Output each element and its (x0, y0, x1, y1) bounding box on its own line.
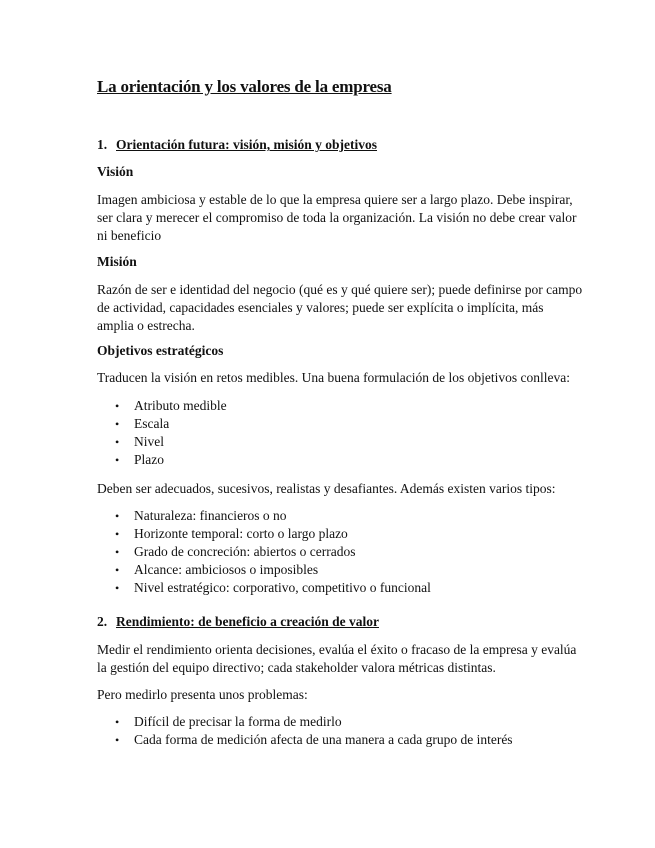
vision-line: ni beneficio (97, 228, 162, 243)
bullet-icon: • (115, 563, 120, 577)
objetivos-intro-2 (97, 480, 567, 498)
document-title: La orientación y los valores de la empresa (97, 77, 392, 96)
list-item (115, 561, 431, 579)
mision-line: amplia o estrecha. (97, 318, 195, 333)
list-item-text: Difícil de precisar la forma de medirlo (134, 714, 342, 729)
objetivos-list (115, 397, 227, 469)
objetivos-heading: Objetivos estratégicos (97, 343, 224, 358)
bullet-icon: • (115, 715, 120, 729)
mision-line: de actividad, capacidades esenciales y valores; puede ser explícita o implícita, más (97, 300, 544, 315)
bullet-icon: • (115, 417, 120, 431)
problemas-intro (97, 686, 567, 704)
list-item (115, 433, 227, 451)
vision-paragraph (97, 191, 577, 245)
bullet-icon: • (115, 399, 120, 413)
problemas-intro-text: Pero medirlo presenta unos problemas: (97, 687, 308, 702)
list-item-text: Nivel estratégico: corporativo, competitivo o funcional (134, 580, 431, 595)
list-item (115, 731, 513, 749)
mision-heading: Misión (97, 254, 137, 269)
list-item-text: Naturaleza: financieros o no (134, 508, 287, 523)
section-1-number: 1. (97, 137, 108, 152)
list-item-text: Plazo (134, 452, 164, 467)
list-item-text: Grado de concreción: abiertos o cerrados (134, 544, 356, 559)
vision-line: Imagen ambiciosa y estable de lo que la empresa quiere ser a largo plazo. Debe inspirar, (97, 192, 573, 207)
bullet-icon: • (115, 509, 120, 523)
list-item (115, 579, 431, 597)
section-1-title: Orientación futura: visión, misión y objetivos (116, 137, 378, 152)
mision-paragraph (97, 281, 583, 335)
mision-line: Razón de ser e identidad del negocio (qué es y qué quiere ser); puede definirse por campo (97, 282, 583, 297)
rendimiento-line: la gestión del equipo directivo; cada stakeholder valora métricas distintas. (97, 660, 496, 675)
rendimiento-line: Medir el rendimiento orienta decisiones, evalúa el éxito o fracaso de la empresa y evalúa (97, 642, 577, 657)
objetivos-types-list (115, 507, 431, 597)
list-item (115, 415, 227, 433)
list-item-text: Horizonte temporal: corto o largo plazo (134, 526, 348, 541)
objetivos-intro-2-text: Deben ser adecuados, sucesivos, realistas y desafiantes. Además existen varios tipos: (97, 481, 556, 496)
problemas-list (115, 713, 513, 749)
list-item-text: Nivel (134, 434, 164, 449)
list-item-text: Atributo medible (134, 398, 227, 413)
bullet-icon: • (115, 581, 120, 595)
bullet-icon: • (115, 733, 120, 747)
bullet-icon: • (115, 527, 120, 541)
list-item (115, 543, 431, 561)
bullet-icon: • (115, 453, 120, 467)
list-item (115, 451, 227, 469)
list-item-text: Escala (134, 416, 170, 431)
vision-heading: Visión (97, 164, 134, 179)
section-2-title: Rendimiento: de beneficio a creación de valor (116, 614, 379, 629)
list-item (115, 507, 431, 525)
rendimiento-paragraph (97, 641, 577, 677)
list-item (115, 397, 227, 415)
list-item-text: Cada forma de medición afecta de una manera a cada grupo de interés (134, 732, 513, 747)
objetivos-intro (97, 369, 571, 387)
list-item (115, 525, 431, 543)
vision-line: ser clara y merecer el compromiso de toda la organización. La visión no debe crear valor (97, 210, 577, 225)
bullet-icon: • (115, 545, 120, 559)
list-item (115, 713, 513, 731)
bullet-icon: • (115, 435, 120, 449)
list-item-text: Alcance: ambiciosos o imposibles (134, 562, 319, 577)
section-2-number: 2. (97, 614, 108, 629)
objetivos-intro-text: Traducen la visión en retos medibles. Una buena formulación de los objetivos conlleva: (97, 370, 571, 385)
